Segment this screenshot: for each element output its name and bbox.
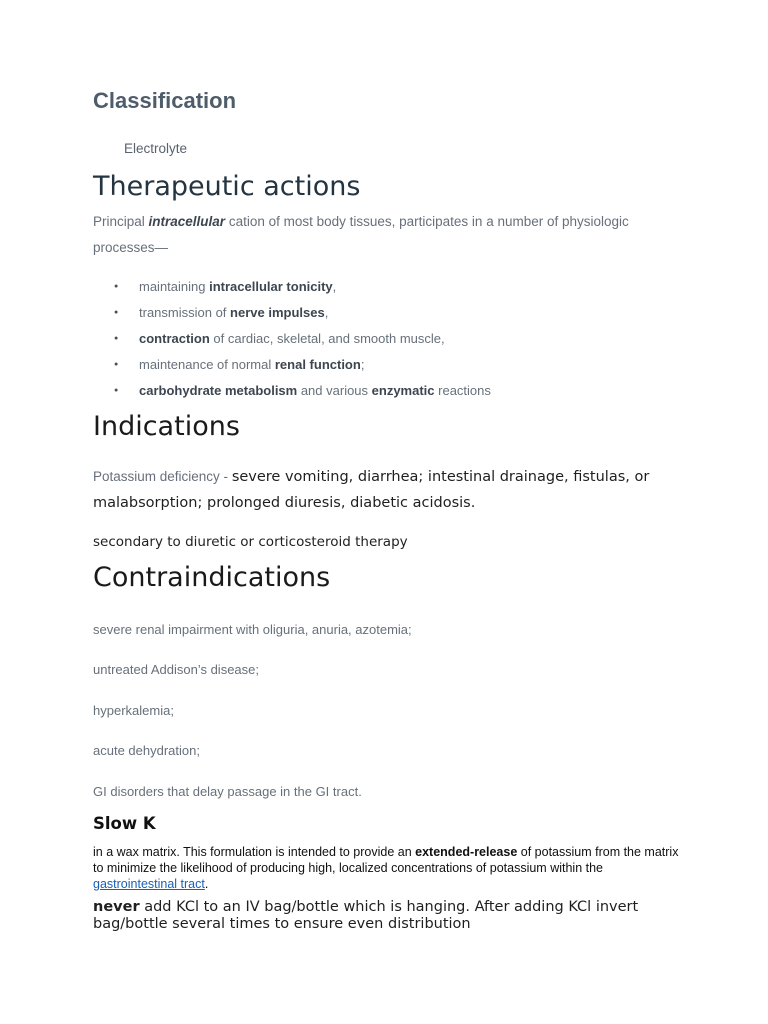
list-item: ● transmission of nerve impulses,: [114, 300, 491, 326]
list-item: ● carbohydrate metabolism and various enzymatic reactions: [114, 378, 491, 404]
contraindication-item: severe renal impairment with oliguria, anuria, azotemia;: [93, 622, 412, 637]
slow-k-description: in a wax matrix. This formulation is intended to provide an extended-release of potassium from the matrix to minimize the likelihood of producing high, localized concentrations of potassium within the gastrointestinal tract.: [93, 845, 679, 891]
indications-heading: Indications: [93, 411, 240, 442]
contraindications-heading: Contraindications: [93, 562, 331, 593]
classification-value: Electrolyte: [124, 141, 188, 156]
indications-secondary: secondary to diuretic or corticosteroid therapy: [93, 534, 408, 550]
slow-k-warning: never add KCl to an IV bag/bottle which is hanging. After adding KCl invert bag/bottle several times to ensure even distribution: [93, 899, 639, 932]
indications-text: Potassium deficiency - severe vomiting, diarrhea; intestinal drainage, fistulas, or malabsorption; prolonged diuresis, diabetic acidosis.: [93, 469, 650, 511]
list-item: ● contraction of cardiac, skeletal, and smooth muscle,: [114, 326, 491, 352]
list-item: ● maintaining intracellular tonicity,: [114, 274, 491, 300]
therapeutic-actions-intro: Principal intracellular cation of most body tissues, participates in a number of physiologic processes—: [93, 214, 629, 255]
gastrointestinal-tract-link[interactable]: gastrointestinal tract: [93, 877, 205, 891]
classification-heading: Classification: [93, 88, 237, 113]
contraindication-item: hyperkalemia;: [93, 703, 174, 718]
therapeutic-actions-heading: Therapeutic actions: [93, 171, 361, 202]
contraindication-item: untreated Addison’s disease;: [93, 662, 259, 677]
contraindication-item: GI disorders that delay passage in the GI tract.: [93, 784, 362, 799]
contraindication-item: acute dehydration;: [93, 743, 200, 758]
slow-k-heading: Slow K: [93, 814, 156, 833]
list-item: ● maintenance of normal renal function;: [114, 352, 491, 378]
therapeutic-actions-list: [114, 274, 491, 404]
